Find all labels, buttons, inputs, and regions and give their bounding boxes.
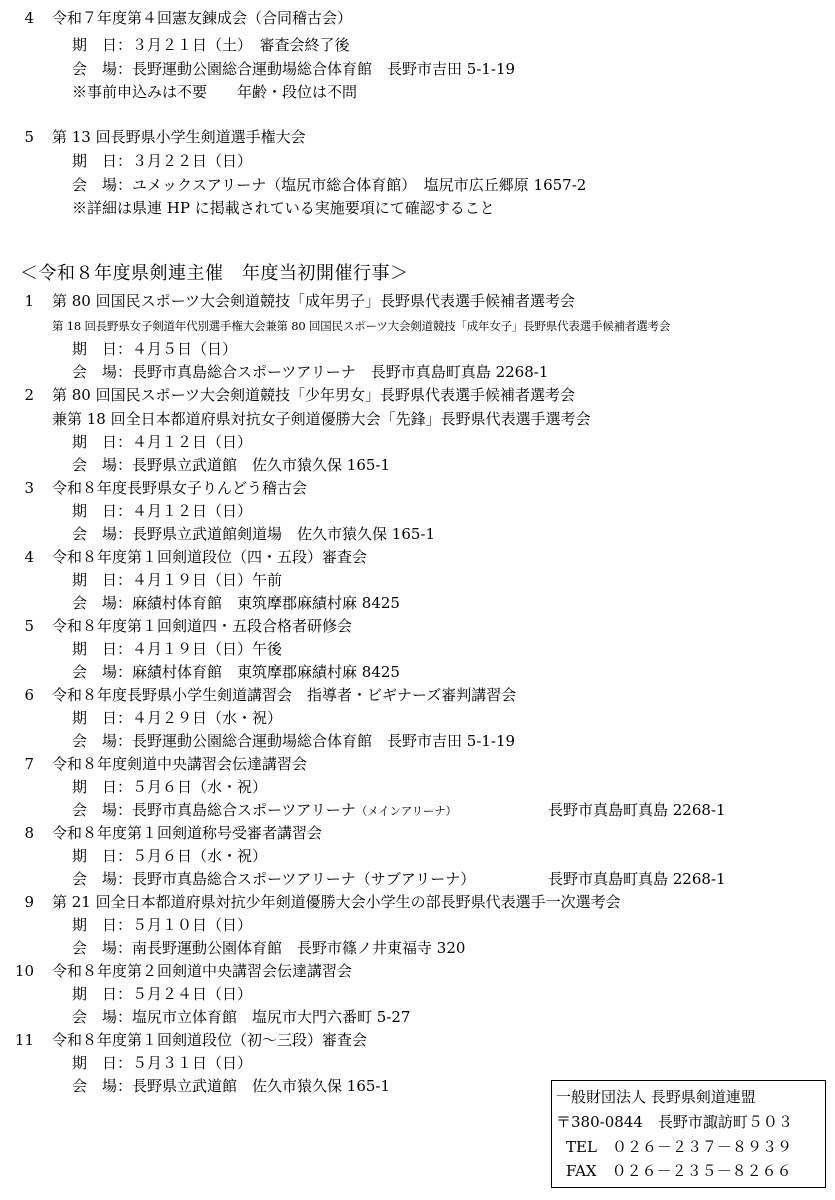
item-title: 令和８年度長野県女子りんどう稽古会: [52, 479, 308, 497]
item-date: 期 日：４月１９日（日）午後: [72, 640, 283, 658]
venue-name: 会 場：長野市真島総合スポーツアリーナ: [72, 801, 356, 819]
item-venue: 会 場：長野県立武道館剣道場 佐久市猿久保 165-1: [72, 525, 436, 543]
tel-label: TEL: [566, 1138, 597, 1156]
venue-address: 長野市真島町真島 2268-1: [548, 801, 726, 819]
item-number: 9: [24, 893, 34, 911]
item-title: 第 21 回全日本都道府県対抗少年剣道優勝大会小学生の部長野県代表選手一次選考会: [52, 893, 621, 911]
item-number: 4: [24, 548, 34, 566]
item-venue: 会 場：長野運動公園総合運動場総合体育館 長野市吉田 5-1-19: [72, 60, 516, 78]
item-date: 期 日：５月１０日（日）: [72, 916, 253, 934]
contact-address: 〒380-0844 長野市諏訪町５０３: [556, 1113, 793, 1131]
item-venue: 会 場：長野県立武道館 佐久市猿久保 165-1: [72, 1077, 391, 1095]
item-title: 第 13 回長野県小学生剣道選手権大会: [52, 128, 306, 146]
item-subtitle: 兼第 18 回全日本都道府県対抗女子剣道優勝大会「先鋒」長野県代表選手選考会: [52, 410, 591, 428]
item-title: 令和８年度第１回剣道四・五段合格者研修会: [52, 617, 353, 635]
item-date: 期 日：３月２２日（日）: [72, 152, 253, 170]
item-number: 7: [24, 755, 34, 773]
item-venue: 会 場：長野県立武道館 佐久市猿久保 165-1: [72, 456, 391, 474]
section-header: ＜令和８年度県剣連主催 年度当初開催行事＞: [20, 263, 409, 284]
item-venue: 会 場：長野運動公園総合運動場総合体育館 長野市吉田 5-1-19: [72, 732, 516, 750]
item-venue: [72, 800, 457, 820]
item-venue: 会 場：南長野運動公園体育館 長野市篠ノ井東福寺 320: [72, 939, 466, 957]
item-date: 期 日：４月２９日（水・祝）: [72, 709, 283, 727]
item-number: 8: [24, 824, 34, 842]
contact-box: [551, 1080, 826, 1188]
item-number: 11: [14, 1031, 34, 1049]
venue-room: （メインアリーナ）: [355, 804, 457, 818]
item-date: 期 日：３月２１日（土） 審査会終了後: [72, 36, 350, 54]
item-title: 令和８年度第１回剣道段位（初～三段）審査会: [52, 1031, 368, 1049]
item-venue: 会 場：麻績村体育館 東筑摩郡麻績村麻 8425: [72, 663, 400, 681]
item-number: 10: [14, 962, 34, 980]
item-note: ※詳細は県連 HP に掲載されている実施要項にて確認すること: [72, 199, 495, 217]
item-venue: 会 場：長野市真島総合スポーツアリーナ 長野市真島町真島 2268-1: [72, 363, 549, 381]
item-number: 4: [24, 9, 34, 27]
item-venue: 会 場：長野市真島総合スポーツアリーナ（サブアリーナ）: [72, 870, 476, 888]
item-title: 第 80 回国民スポーツ大会剣道競技「成年男子」長野県代表選手候補者選考会: [52, 292, 576, 310]
item-date: 期 日：５月２４日（日）: [72, 985, 253, 1003]
item-date: 期 日：４月１９日（日）午前: [72, 571, 283, 589]
item-number: 1: [24, 292, 34, 310]
item-number: 5: [24, 128, 34, 146]
item-number: 6: [24, 686, 34, 704]
item-title: 令和８年度第１回剣道称号受審者講習会: [52, 824, 323, 842]
item-date: 期 日：５月３１日（日）: [72, 1054, 253, 1072]
item-date: 期 日：４月１２日（日）: [72, 433, 253, 451]
tel-number: ０２６－２３７－８９３９: [611, 1138, 792, 1156]
item-note: ※事前申込みは不要 年齢・段位は不問: [72, 83, 358, 101]
item-date: 期 日：５月６日（水・祝）: [72, 847, 268, 865]
item-number: 3: [24, 479, 34, 497]
item-number: 2: [24, 386, 34, 404]
item-venue: 会 場：ユメックスアリーナ（塩尻市総合体育館） 塩尻市広丘郷原 1657-2: [72, 176, 587, 194]
item-title: 令和８年度第１回剣道段位（四・五段）審査会: [52, 548, 368, 566]
item-venue: 会 場：塩尻市立体育館 塩尻市大門六番町 5-27: [72, 1008, 411, 1026]
item-date: 期 日：４月１２日（日）: [72, 502, 253, 520]
item-number: 5: [24, 617, 34, 635]
contact-tel: [566, 1137, 792, 1157]
item-title: 令和８年度剣道中央講習会伝達講習会: [52, 755, 308, 773]
item-venue: 会 場：麻績村体育館 東筑摩郡麻績村麻 8425: [72, 594, 400, 612]
venue-address: 長野市真島町真島 2268-1: [548, 870, 726, 888]
item-title: 第 80 回国民スポーツ大会剣道競技「少年男女」長野県代表選手候補者選考会: [52, 386, 576, 404]
item-subtitle: 第 18 回長野県女子剣道年代別選手権大会兼第 80 回国民スポーツ大会剣道競技「成年女子」長野県代表選手候補者選考会: [52, 319, 671, 333]
fax-number: ０２６－２３５－８２６６: [611, 1162, 792, 1180]
item-date: 期 日：４月５日（日）: [72, 340, 238, 358]
item-title: 令和８年度長野県小学生剣道講習会 指導者・ビギナーズ審判講習会: [52, 686, 517, 704]
contact-org: 一般財団法人 長野県剣道連盟: [556, 1088, 756, 1106]
item-title: 令和８年度第２回剣道中央講習会伝達講習会: [52, 962, 353, 980]
item-date: 期 日：５月６日（水・祝）: [72, 778, 268, 796]
item-title: 令和７年度第４回憲友錬成会（合同稽古会）: [52, 9, 353, 27]
fax-label: FAX: [566, 1162, 597, 1180]
contact-fax: [566, 1161, 792, 1181]
